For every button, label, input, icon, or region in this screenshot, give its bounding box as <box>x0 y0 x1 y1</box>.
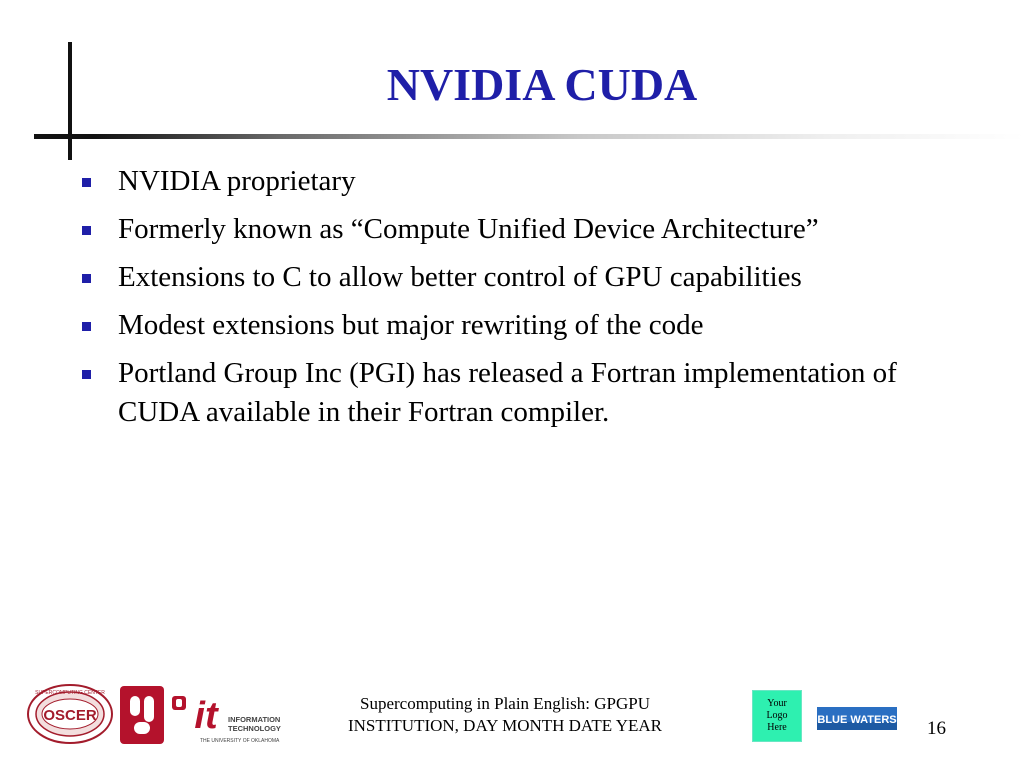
bullet-list <box>78 162 978 441</box>
decorative-vertical-line <box>68 42 72 160</box>
your-logo-line-2: Logo <box>766 710 788 721</box>
square-bullet-icon <box>82 178 91 187</box>
svg-text:OSCER: OSCER <box>43 707 97 724</box>
bullet-item <box>78 306 978 345</box>
bullet-text: Portland Group Inc (PGI) has released a Fortran implementation of CUDA available in their Fortran compiler. <box>118 357 897 428</box>
footer-line-2: INSTITUTION, DAY MONTH DATE YEAR <box>347 716 662 735</box>
svg-text:it: it <box>194 695 218 737</box>
svg-text:INFORMATION: INFORMATION <box>228 715 281 724</box>
your-logo-line-3: Here <box>767 722 787 733</box>
square-bullet-icon <box>82 274 91 283</box>
square-bullet-icon <box>82 370 91 379</box>
it-logo <box>170 688 288 746</box>
footer-line-1: Supercomputing in Plain English: GPGPU <box>360 694 650 713</box>
bullet-text: Formerly known as “Compute Unified Device Architecture” <box>118 213 819 245</box>
bullet-item <box>78 210 978 249</box>
bullet-text: NVIDIA proprietary <box>118 165 356 197</box>
square-bullet-icon <box>82 322 91 331</box>
svg-text:THE UNIVERSITY OF OKLAHOMA: THE UNIVERSITY OF OKLAHOMA <box>200 738 280 744</box>
page-number: 16 <box>927 718 946 739</box>
blue-waters-logo <box>817 707 897 730</box>
your-logo-line-1: Your <box>767 698 787 709</box>
decorative-horizontal-line <box>34 134 1024 139</box>
bullet-text: Modest extensions but major rewriting of the code <box>118 309 704 341</box>
svg-text:BLUE WATERS: BLUE WATERS <box>817 714 897 726</box>
square-bullet-icon <box>82 226 91 235</box>
footer-text <box>300 693 710 737</box>
slide-title: NVIDIA CUDA <box>386 59 698 110</box>
ou-logo <box>118 684 166 746</box>
bullet-text: Extensions to C to allow better control of GPU capabilities <box>118 261 802 293</box>
your-logo-placeholder <box>752 690 802 742</box>
svg-text:SUPERCOMPUTING CENTER: SUPERCOMPUTING CENTER <box>35 690 105 696</box>
svg-text:TECHNOLOGY: TECHNOLOGY <box>228 724 281 733</box>
oscer-logo <box>26 683 114 745</box>
bullet-item <box>78 162 978 201</box>
bullet-item <box>78 354 978 432</box>
bullet-item <box>78 258 978 297</box>
